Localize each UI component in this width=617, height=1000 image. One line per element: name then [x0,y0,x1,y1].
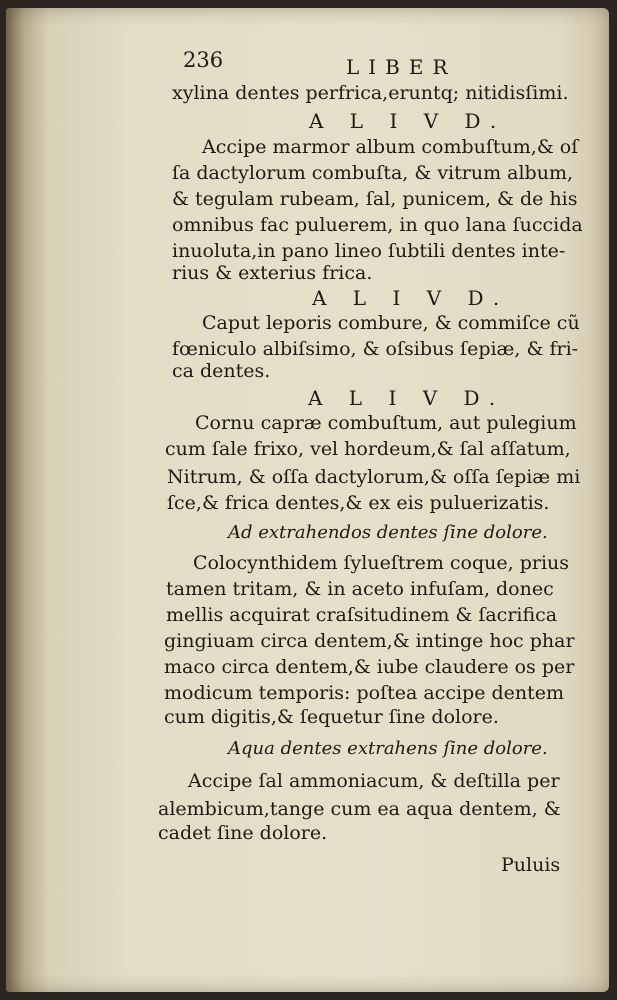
text-line: Accipe marmor album combuſtum,& oſ [202,136,579,158]
section-heading: A L I V D. [309,109,507,133]
text-line: gingiuam circa dentem,& intinge hoc phar [164,630,575,652]
running-head: LIBER [346,55,457,79]
page-number: 236 [183,48,224,72]
text-line: Cornu capræ combuſtum, aut pulegium [195,412,577,434]
section-heading: Aqua dentes extrahens ſine dolore. [228,738,548,759]
text-line: ca dentes. [172,360,271,382]
text-line: cadet ſine dolore. [158,822,328,844]
text-line: cum ſale frixo, vel hordeum,& ſal aſſatum, [165,438,571,460]
text-line: rius & exterius frica. [172,262,373,284]
text-line: fœniculo albiſsimo, & oſsibus ſepiæ, & fri- [172,338,579,360]
text-line: cum digitis,& ſequetur ſine dolore. [164,706,499,728]
text-line: Caput leporis combure, & commiſce cũ [202,312,580,334]
text-line: omnibus fac puluerem, in quo lana ſuccida [172,214,583,236]
text-line: alembicum,tange cum ea aqua dentem, & [158,798,561,820]
text-line: Nitrum, & oſſa dactylorum,& oſſa ſepiæ mi [167,466,581,488]
section-heading: A L I V D. [312,286,510,310]
text-line: mellis acquirat craſsitudinem & ſacrifica [166,604,558,626]
section-heading: Ad extrahendos dentes ſine dolore. [228,522,548,543]
text-line: xylina dentes perfrica,eruntq; nitidisſimi. [172,82,569,104]
text-line: Colocynthidem ſylueſtrem coque, prius [193,552,570,574]
text-line: & tegulam rubeam, ſal, punicem, & de his [172,188,578,210]
catchword: Puluis [501,854,561,876]
section-heading: A L I V D. [308,386,506,410]
text-line: maco circa dentem,& iube claudere os per [164,656,575,678]
text-line: inuoluta,in pano lineo ſubtili dentes inte- [172,240,566,262]
text-line: tamen tritam, & in aceto infuſam, donec [166,578,554,600]
text-line: ſce,& frica dentes,& ex eis puluerizatis. [167,492,550,514]
text-line: ſa dactylorum combuſta, & vitrum album, [172,162,573,184]
text-line: modicum temporis: poſtea accipe dentem [164,682,565,704]
book-page [6,8,609,992]
text-line: Accipe ſal ammoniacum, & deſtilla per [188,770,560,792]
